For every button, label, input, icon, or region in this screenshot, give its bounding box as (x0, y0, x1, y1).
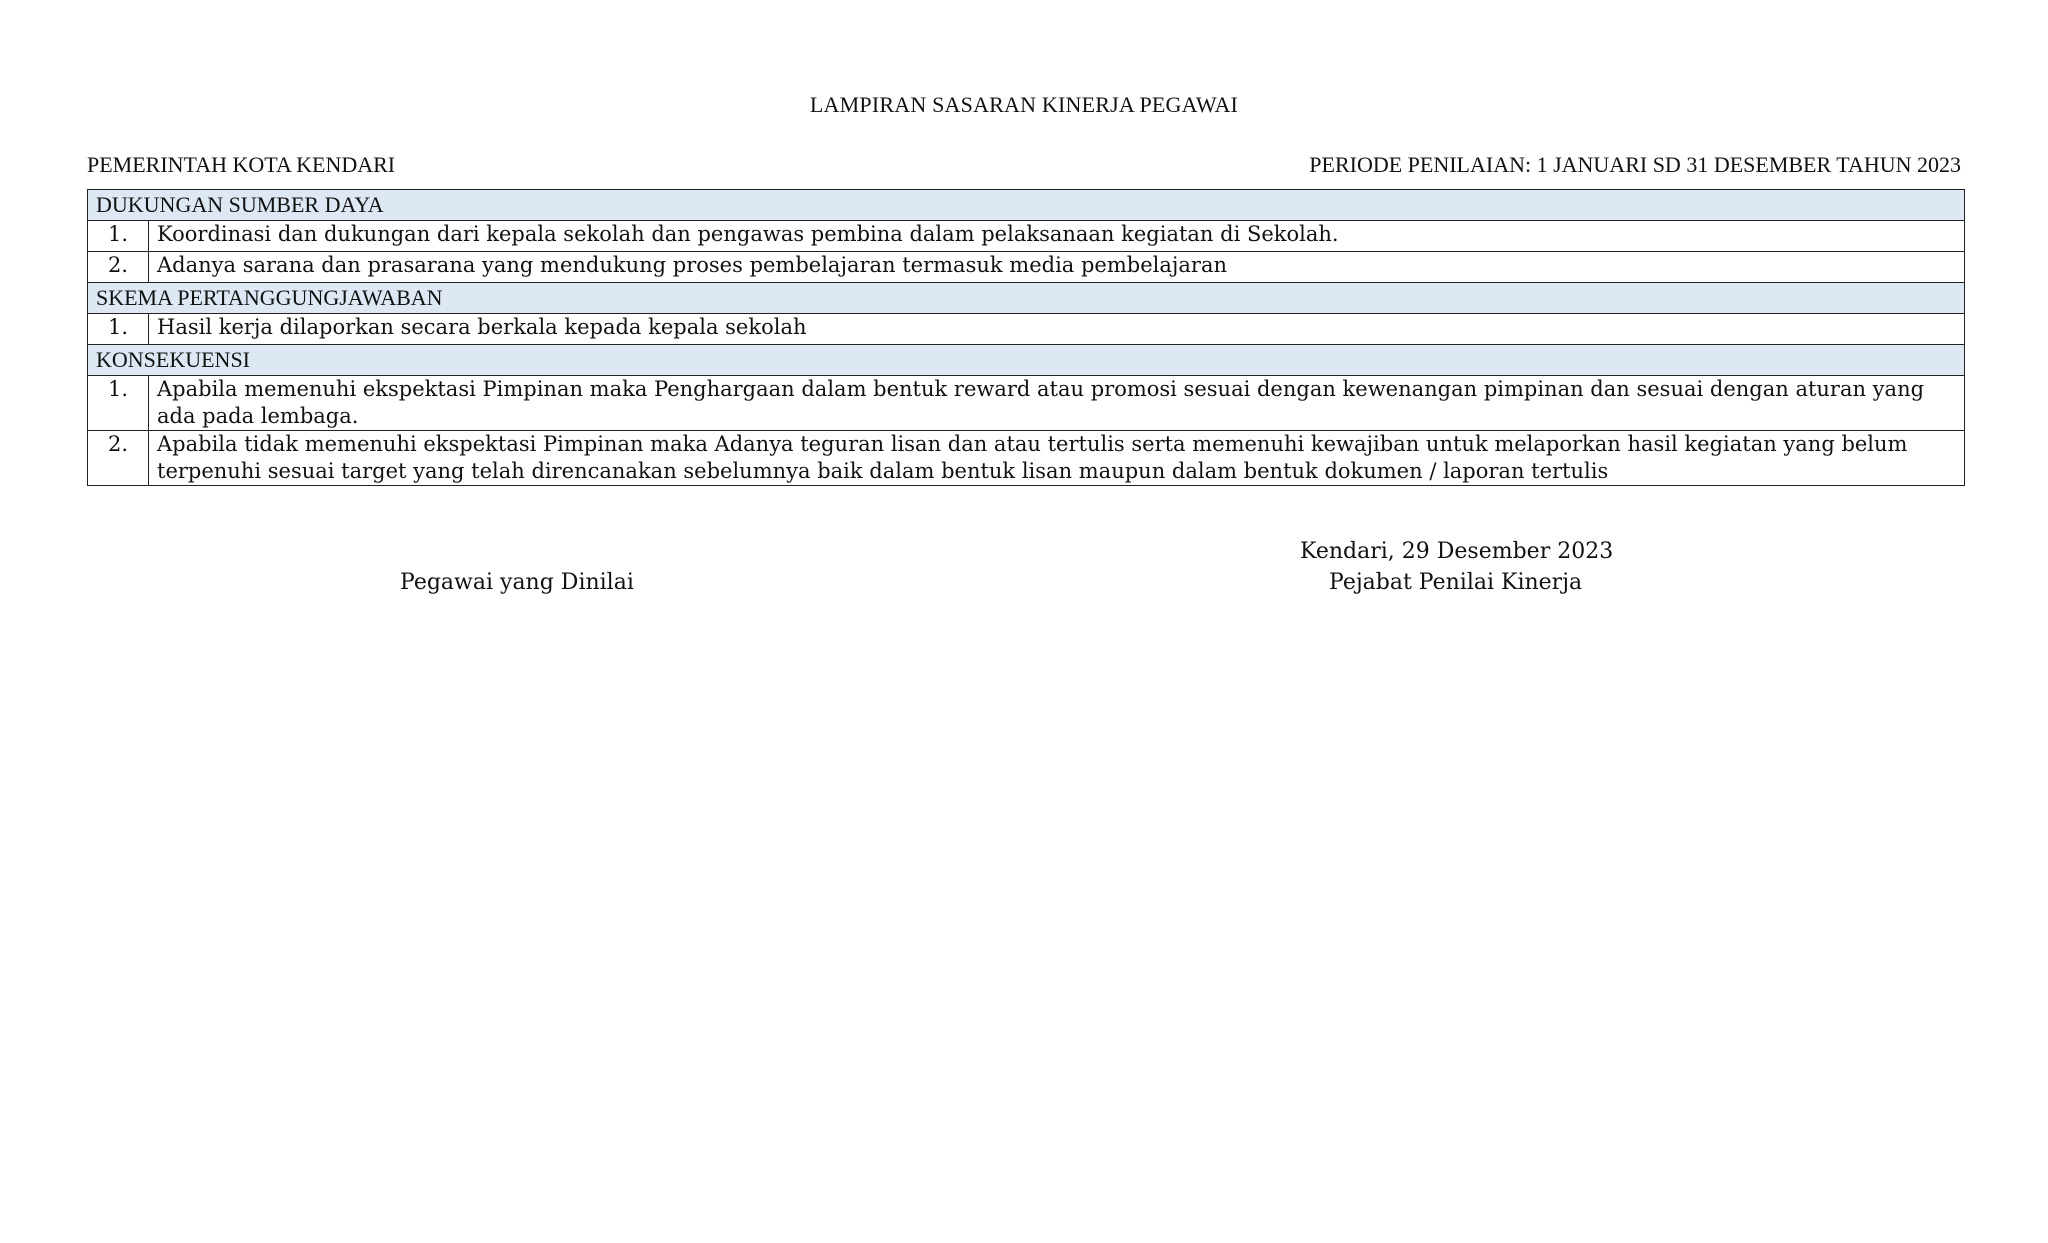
item-number: 2. (88, 252, 149, 283)
section-header-row (88, 283, 1965, 314)
organization-name: PEMERINTAH KOTA KENDARI (87, 152, 396, 177)
section-header-dukungan: DUKUNGAN SUMBER DAYA (88, 190, 1965, 221)
page-title: LAMPIRAN SASARAN KINERJA PEGAWAI (809, 92, 1239, 117)
item-text: Koordinasi dan dukungan dari kepala sekolah dan pengawas pembina dalam pelaksanaan kegiatan di Sekolah. (149, 221, 1965, 252)
item-text: Apabila tidak memenuhi ekspektasi Pimpinan maka Adanya teguran lisan dan atau tertulis serta memenuhi kewajiban untuk melaporkan hasil kegiatan yang belum terpenuhi sesuai target yang telah direncanakan sebelumnya baik dalam bentuk lisan maupun dalam bentuk dokumen / laporan tertulis (149, 431, 1965, 486)
section-header-konsekuensi: KONSEKUENSI (88, 345, 1965, 376)
section-header-skema: SKEMA PERTANGGUNGJAWABAN (88, 283, 1965, 314)
table-row (88, 431, 1965, 486)
section-header-row (88, 190, 1965, 221)
signer-right-label: Pejabat Penilai Kinerja (1329, 570, 1583, 595)
signature-place-date: Kendari, 29 Desember 2023 (1300, 539, 1614, 564)
performance-attachment-table (87, 189, 1965, 486)
assessment-period: PERIODE PENILAIAN: 1 JANUARI SD 31 DESEMBER TAHUN 2023 (1309, 152, 1961, 177)
item-number: 1. (88, 221, 149, 252)
table-row (88, 252, 1965, 283)
item-text: Adanya sarana dan prasarana yang mendukung proses pembelajaran termasuk media pembelajaran (149, 252, 1965, 283)
item-number: 2. (88, 431, 149, 486)
section-header-row (88, 345, 1965, 376)
table-row (88, 376, 1965, 431)
item-number: 1. (88, 376, 149, 431)
item-text: Apabila memenuhi ekspektasi Pimpinan maka Penghargaan dalam bentuk reward atau promosi sesuai dengan kewenangan pimpinan dan sesuai dengan aturan yang ada pada lembaga. (149, 376, 1965, 431)
item-text: Hasil kerja dilaporkan secara berkala kepada kepala sekolah (149, 314, 1965, 345)
signer-left-label: Pegawai yang Dinilai (400, 570, 634, 595)
table-row (88, 221, 1965, 252)
table-row (88, 314, 1965, 345)
item-number: 1. (88, 314, 149, 345)
